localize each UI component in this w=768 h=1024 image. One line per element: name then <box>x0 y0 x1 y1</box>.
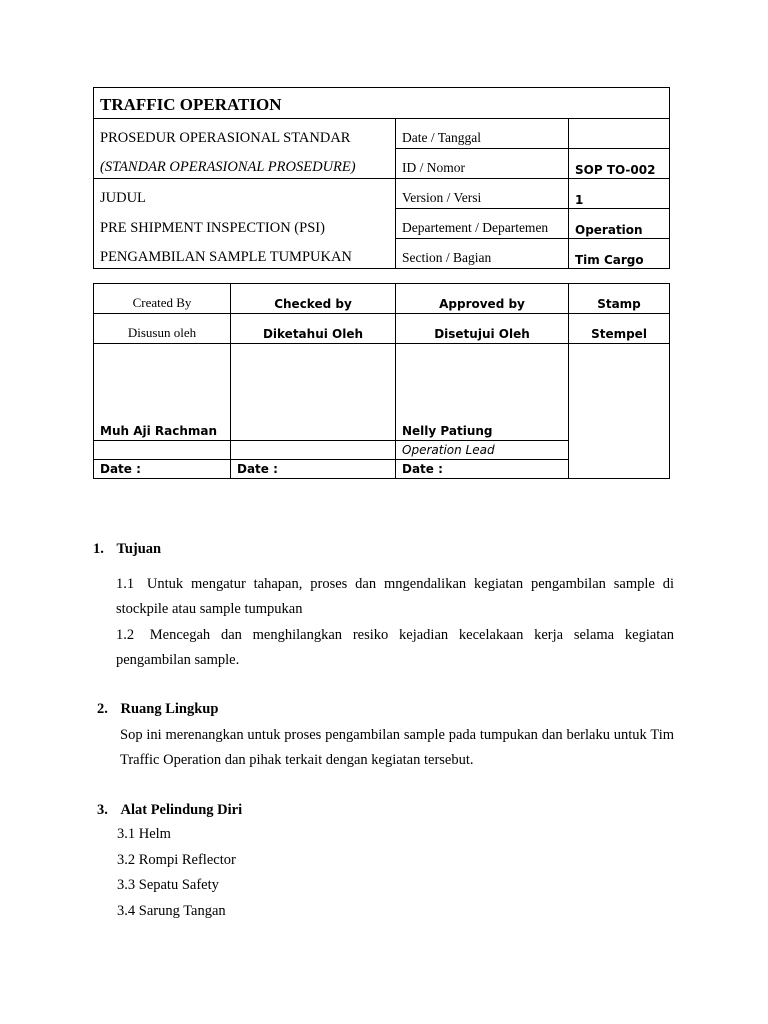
approver-name: Nelly Patiung <box>396 344 569 441</box>
ppe-item-sarung-tangan <box>117 903 226 920</box>
checker-role <box>231 441 396 460</box>
item-text: Helm <box>138 826 171 842</box>
field-value-version: 1 <box>569 179 670 209</box>
field-label-date: Date / Tanggal <box>396 119 569 149</box>
header-disusun-oleh: Disusun oleh <box>94 314 231 344</box>
item-text: Mencegah dan menghilangkan resiko kejadian kecelakaan kerja selama kegiatan pengambilan sample. <box>116 627 674 668</box>
creator-role <box>94 441 231 460</box>
ppe-item-rompi <box>117 852 236 869</box>
checker-name <box>231 344 396 441</box>
header-stamp: Stamp <box>569 284 670 314</box>
field-value-date <box>569 119 670 149</box>
item-number: 3.2 <box>117 852 136 868</box>
item-text: Sepatu Safety <box>138 877 219 893</box>
section-1-number: 1. <box>93 541 104 557</box>
field-label-department: Departement / Departemen <box>396 209 569 239</box>
stamp-area <box>569 344 670 479</box>
approval-signature-table <box>93 283 670 479</box>
creator-name: Muh Aji Rachman <box>94 344 231 441</box>
doc-type: PROSEDUR OPERASIONAL STANDAR <box>94 119 396 149</box>
item-number: 1.1 <box>116 576 135 592</box>
field-value-id: SOP TO-002 <box>569 149 670 179</box>
section-2-title: Ruang Lingkup <box>120 701 219 717</box>
ppe-item-helm <box>117 826 171 843</box>
field-label-id: ID / Nomor <box>396 149 569 179</box>
item-text: Untuk mengatur tahapan, proses dan mngendalikan kegiatan pengambilan sample di stockpile atau sample tumpukan <box>116 576 674 617</box>
item-text: Rompi Reflector <box>138 852 236 868</box>
item-number: 3.1 <box>117 826 136 842</box>
sop-header-table <box>93 87 670 269</box>
item-number: 3.3 <box>117 877 136 893</box>
item-text: Sarung Tangan <box>138 903 226 919</box>
item-number: 1.2 <box>116 627 135 643</box>
section-1-heading <box>93 541 161 558</box>
section-2-text: Sop ini merenangkan untuk proses pengambilan sample pada tumpukan dan berlaku untuk Tim Traffic Operation dan pihak terkait dengan kegiatan tersebut. <box>120 727 674 768</box>
header-disetujui-oleh: Disetujui Oleh <box>396 314 569 344</box>
approver-date: Date : <box>396 460 569 479</box>
section-3-number: 3. <box>97 802 108 818</box>
judul-line2: PENGAMBILAN SAMPLE TUMPUKAN <box>94 239 396 269</box>
document-title: TRAFFIC OPERATION <box>94 88 670 119</box>
item-number: 3.4 <box>117 903 136 919</box>
header-diketahui-oleh: Diketahui Oleh <box>231 314 396 344</box>
judul-line1: PRE SHIPMENT INSPECTION (PSI) <box>94 209 396 239</box>
approver-role: Operation Lead <box>396 441 569 460</box>
doc-type-en: (STANDAR OPERASIONAL PROSEDURE) <box>94 149 396 179</box>
field-value-department: Operation <box>569 209 670 239</box>
header-approved-by: Approved by <box>396 284 569 314</box>
section-1-item-1 <box>116 572 674 622</box>
section-1-title: Tujuan <box>116 541 162 557</box>
header-created-by: Created By <box>94 284 231 314</box>
creator-date: Date : <box>94 460 231 479</box>
header-stempel: Stempel <box>569 314 670 344</box>
field-label-section: Section / Bagian <box>396 239 569 269</box>
section-2-heading <box>97 701 218 718</box>
section-1-item-2 <box>116 623 674 673</box>
section-3-title: Alat Pelindung Diri <box>120 802 243 818</box>
header-checked-by: Checked by <box>231 284 396 314</box>
field-label-version: Version / Versi <box>396 179 569 209</box>
field-value-section: Tim Cargo <box>569 239 670 269</box>
section-3-heading <box>97 802 242 819</box>
ppe-item-sepatu <box>117 877 219 894</box>
checker-date: Date : <box>231 460 396 479</box>
section-2-number: 2. <box>97 701 108 717</box>
judul-label: JUDUL <box>94 179 396 209</box>
